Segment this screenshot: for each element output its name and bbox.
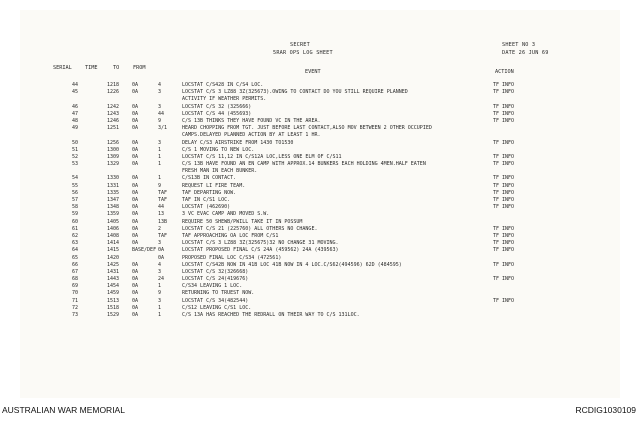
col-header-action: ACTION bbox=[495, 69, 514, 75]
time-cell: 1330 bbox=[107, 175, 120, 182]
action-cell: TF INFO bbox=[493, 153, 515, 160]
serial-cell: 65 bbox=[72, 254, 79, 261]
from-cell: 1 bbox=[158, 146, 162, 153]
time-cell: 1331 bbox=[107, 182, 120, 189]
to-cell: 0A bbox=[132, 211, 139, 218]
serial-cell: 44 bbox=[72, 82, 79, 88]
log-row bbox=[72, 269, 612, 276]
action-cell: TF INFO bbox=[493, 232, 515, 239]
to-cell: 0A bbox=[132, 290, 139, 297]
to-cell: 0A bbox=[132, 240, 139, 247]
serial-cell: 61 bbox=[72, 225, 79, 232]
from-cell: 3 bbox=[158, 139, 162, 146]
to-cell: 0A bbox=[132, 283, 139, 290]
event-cell: LOCSTAT C/S 24(419676) bbox=[182, 276, 249, 283]
to-cell: 0A bbox=[132, 276, 139, 283]
action-cell: TF INFO bbox=[493, 117, 515, 124]
serial-cell: 66 bbox=[72, 261, 79, 268]
from-cell: 13B bbox=[158, 218, 168, 225]
event-cell: CAMPS.DELAYED PLANNED ACTION BY AT LEAST 1 HR. bbox=[182, 132, 321, 139]
serial-cell: 72 bbox=[72, 304, 79, 311]
from-cell: 0A bbox=[158, 247, 165, 254]
time-cell: 1256 bbox=[107, 139, 120, 146]
from-cell: 3 bbox=[158, 240, 162, 247]
to-cell: 0A bbox=[132, 297, 139, 304]
to-cell: 0A bbox=[132, 312, 139, 318]
from-cell: 24 bbox=[158, 276, 165, 283]
from-cell: 1 bbox=[158, 283, 162, 290]
event-cell: TAF DEPARTING NOW. bbox=[182, 189, 237, 196]
action-cell: TF INFO bbox=[493, 175, 515, 182]
event-cell: LOCSTAT PROPOSED FINAL C/S 24A (459562) 24A (439563) bbox=[182, 247, 339, 254]
from-cell: 9 bbox=[158, 182, 162, 189]
from-cell: 3 bbox=[158, 268, 162, 275]
event-cell: 3 VC EVAC CAMP AND MOVED S.W. bbox=[182, 211, 270, 218]
action-cell: TF INFO bbox=[493, 297, 515, 304]
from-cell: 2 bbox=[158, 225, 162, 232]
event-cell: LOCSTAT C/S 21 (225760) ALL OTHERS NO CHANGE. bbox=[182, 225, 318, 232]
time-cell: 1415 bbox=[107, 247, 120, 254]
log-entries bbox=[72, 82, 612, 319]
action-cell: TF INFO bbox=[493, 161, 515, 168]
footer-reference: RCDIG1030109 bbox=[575, 405, 636, 415]
event-cell: C/S 13A HAS REACHED THE REDRALL ON THEIR WAY TO C/S 131LOC. bbox=[182, 312, 360, 318]
to-cell: 0A bbox=[132, 268, 139, 275]
log-row bbox=[72, 190, 612, 197]
event-cell: FRESH MAN IN EACH BUNKER. bbox=[182, 168, 258, 175]
classification-label: SECRET bbox=[290, 42, 310, 48]
event-cell: LOCSTAT C/S 32(326668) bbox=[182, 268, 249, 275]
time-cell: 1348 bbox=[107, 204, 120, 211]
to-cell: 0A bbox=[132, 225, 139, 232]
col-header-to: TO bbox=[113, 65, 120, 71]
serial-cell: 60 bbox=[72, 218, 79, 225]
from-cell: 9 bbox=[158, 290, 162, 297]
time-cell: 1359 bbox=[107, 211, 120, 218]
to-cell: BASE/DEF bbox=[132, 247, 157, 254]
action-cell: TF INFO bbox=[493, 89, 515, 96]
event-cell: PROPOSED FINAL LOC C/S34 (472561) bbox=[182, 254, 282, 261]
time-cell: 1406 bbox=[107, 225, 120, 232]
to-cell: 0A bbox=[132, 125, 139, 132]
time-cell: 1425 bbox=[107, 261, 120, 268]
action-cell: TF INFO bbox=[493, 103, 515, 110]
time-cell: 1443 bbox=[107, 276, 120, 283]
to-cell: 0A bbox=[132, 189, 139, 196]
action-cell: TF INFO bbox=[493, 197, 515, 203]
col-header-from: FROM bbox=[133, 65, 146, 71]
log-row bbox=[72, 183, 612, 190]
event-cell: LOCSTAT C/S 11,12 IN C/S12A LOC,LESS ONE ELM OF C/S11 bbox=[182, 153, 342, 160]
event-cell: C/S 13B HAVE FOUND AN EN CAMP WITH APPROX.14 BUNKERS EACH HOLDING 4MEN.HALF EATEN bbox=[182, 161, 426, 168]
serial-cell: 45 bbox=[72, 89, 79, 96]
to-cell: 0A bbox=[132, 153, 139, 160]
time-cell: 1242 bbox=[107, 103, 120, 110]
serial-cell: 53 bbox=[72, 161, 79, 168]
log-row bbox=[72, 175, 612, 182]
from-cell: 1 bbox=[158, 153, 162, 160]
log-row bbox=[72, 262, 612, 269]
event-cell: REQUEST LI FIRE TEAM. bbox=[182, 182, 246, 189]
action-cell: TF INFO bbox=[493, 204, 515, 211]
time-cell: 1454 bbox=[107, 283, 120, 290]
to-cell: 0A bbox=[132, 103, 139, 110]
log-row bbox=[72, 161, 612, 168]
time-cell: 1459 bbox=[107, 290, 120, 297]
log-row bbox=[72, 290, 612, 297]
serial-cell: 69 bbox=[72, 283, 79, 290]
time-cell: 1218 bbox=[107, 82, 120, 88]
time-cell: 1408 bbox=[107, 232, 120, 239]
event-cell: LOCSTAT C/S 32 (325666) bbox=[182, 103, 252, 110]
time-cell: 1226 bbox=[107, 89, 120, 96]
event-cell: RETURNING TO TRUEST NOW. bbox=[182, 290, 255, 297]
log-row bbox=[72, 305, 612, 312]
serial-cell: 49 bbox=[72, 125, 79, 132]
event-cell: LOCSTAT C/S 44 (455693) bbox=[182, 110, 252, 117]
log-row bbox=[72, 312, 612, 319]
to-cell: 0A bbox=[132, 197, 139, 203]
from-cell: 1 bbox=[158, 161, 162, 168]
serial-cell: 68 bbox=[72, 276, 79, 283]
serial-cell: 64 bbox=[72, 247, 79, 254]
to-cell: 0A bbox=[132, 218, 139, 225]
log-row bbox=[72, 132, 612, 139]
event-cell: LOCSTAT C/S42B NOW IN 41B LOC 41B NOW IN 4 LOC.C/S62(494596) 62D (484595) bbox=[182, 261, 402, 268]
event-cell: LOCSTAT C/S 3 LZ88 3Z(325675)32 NO CHANGE 31 MOVING. bbox=[182, 240, 339, 247]
action-cell: TF INFO bbox=[493, 240, 515, 247]
time-cell: 1405 bbox=[107, 218, 120, 225]
action-cell: TF INFO bbox=[493, 189, 515, 196]
log-row bbox=[72, 233, 612, 240]
col-header-event: EVENT bbox=[305, 69, 321, 75]
action-cell: TF INFO bbox=[493, 110, 515, 117]
log-row bbox=[72, 255, 612, 262]
log-row bbox=[72, 168, 612, 175]
serial-cell: 48 bbox=[72, 117, 79, 124]
event-cell: ACTIVITY IF WEATHER PERMITS. bbox=[182, 96, 267, 103]
to-cell: 0A bbox=[132, 261, 139, 268]
serial-cell: 62 bbox=[72, 232, 79, 239]
from-cell: 3 bbox=[158, 89, 162, 96]
event-cell: LOCSTAT (462690) bbox=[182, 204, 231, 211]
time-cell: 1246 bbox=[107, 117, 120, 124]
serial-cell: 58 bbox=[72, 204, 79, 211]
col-header-time: TIME bbox=[85, 65, 98, 71]
from-cell: 1 bbox=[158, 312, 162, 318]
to-cell: 0A bbox=[132, 82, 139, 88]
time-cell: 1420 bbox=[107, 254, 120, 261]
from-cell: TAF bbox=[158, 189, 168, 196]
from-cell: 9 bbox=[158, 117, 162, 124]
log-row bbox=[72, 197, 612, 204]
serial-cell: 73 bbox=[72, 312, 79, 318]
to-cell: 0A bbox=[132, 139, 139, 146]
from-cell: TAF bbox=[158, 232, 168, 239]
log-row bbox=[72, 125, 612, 132]
log-row bbox=[72, 283, 612, 290]
action-cell: TF INFO bbox=[493, 139, 515, 146]
action-cell: TF INFO bbox=[493, 182, 515, 189]
serial-cell: 52 bbox=[72, 153, 79, 160]
serial-cell: 47 bbox=[72, 110, 79, 117]
action-cell: TF INFO bbox=[493, 225, 515, 232]
log-row bbox=[72, 247, 612, 254]
log-sheet-page bbox=[20, 10, 620, 398]
serial-cell: 57 bbox=[72, 197, 79, 203]
log-row bbox=[72, 111, 612, 118]
col-header-serial: SERIAL bbox=[53, 65, 72, 71]
log-row bbox=[72, 104, 612, 111]
log-row bbox=[72, 276, 612, 283]
log-row bbox=[72, 211, 612, 218]
event-cell: TAF APPROACHING OA LOC FROM C/S1 bbox=[182, 232, 279, 239]
log-row bbox=[72, 82, 612, 89]
event-cell: LOCSTAT C/S 3 LZ88 3Z(325673).OWING TO CONTACT DO YOU STILL REQUIRE PLANNED bbox=[182, 89, 408, 96]
log-row bbox=[72, 204, 612, 211]
log-row bbox=[72, 219, 612, 226]
sheet-number: SHEET NO 3 bbox=[502, 42, 536, 48]
serial-cell: 54 bbox=[72, 175, 79, 182]
event-cell: LOCSTAT C/S 34(482544) bbox=[182, 297, 249, 304]
from-cell: TAF bbox=[158, 197, 168, 203]
event-cell: C/S 1 MOVING TO NEW LOC. bbox=[182, 146, 255, 153]
serial-cell: 71 bbox=[72, 297, 79, 304]
from-cell: 3/1 bbox=[158, 125, 168, 132]
to-cell: 0A bbox=[132, 117, 139, 124]
to-cell: 0A bbox=[132, 146, 139, 153]
action-cell: TF INFO bbox=[493, 247, 515, 254]
event-cell: C/S13B IN CONTACT. bbox=[182, 175, 237, 182]
time-cell: 1513 bbox=[107, 297, 120, 304]
time-cell: 1243 bbox=[107, 110, 120, 117]
from-cell: 3 bbox=[158, 103, 162, 110]
time-cell: 1251 bbox=[107, 125, 120, 132]
log-row bbox=[72, 147, 612, 154]
from-cell: 44 bbox=[158, 204, 165, 211]
serial-cell: 51 bbox=[72, 146, 79, 153]
time-cell: 1300 bbox=[107, 146, 120, 153]
time-cell: 1518 bbox=[107, 304, 120, 311]
time-cell: 1335 bbox=[107, 189, 120, 196]
event-cell: DELAY C/S3 AIRSTRIKE FROM 1430 TO1530 bbox=[182, 139, 294, 146]
log-row bbox=[72, 226, 612, 233]
time-cell: 1329 bbox=[107, 161, 120, 168]
to-cell: 0A bbox=[132, 304, 139, 311]
time-cell: 1347 bbox=[107, 197, 120, 203]
to-cell: 0A bbox=[132, 161, 139, 168]
to-cell: 0A bbox=[132, 89, 139, 96]
from-cell: 13 bbox=[158, 211, 165, 218]
event-cell: REQUIRE 50 SHEWB/PWILL TAKE IT IN POSSUM bbox=[182, 218, 303, 225]
to-cell: 0A bbox=[132, 204, 139, 211]
log-row bbox=[72, 89, 612, 96]
serial-cell: 59 bbox=[72, 211, 79, 218]
serial-cell: 46 bbox=[72, 103, 79, 110]
from-cell: 3 bbox=[158, 297, 162, 304]
action-cell: TF INFO bbox=[493, 261, 515, 268]
event-cell: HEARD CHOPPING FROM TGT. JUST BEFORE LAST CONTACT,ALSO MOV BETWEEN 2 OTHER OCCUPIED bbox=[182, 125, 432, 132]
log-row bbox=[72, 140, 612, 147]
from-cell: 1 bbox=[158, 175, 162, 182]
time-cell: 1414 bbox=[107, 240, 120, 247]
to-cell: 0A bbox=[132, 110, 139, 117]
log-row bbox=[72, 118, 612, 125]
log-row bbox=[72, 298, 612, 305]
from-cell: 4 bbox=[158, 261, 162, 268]
time-cell: 1309 bbox=[107, 153, 120, 160]
time-cell: 1431 bbox=[107, 268, 120, 275]
to-cell: 0A bbox=[132, 175, 139, 182]
log-row bbox=[72, 96, 612, 103]
to-cell: 0A bbox=[132, 182, 139, 189]
time-cell: 1529 bbox=[107, 312, 120, 318]
log-row bbox=[72, 154, 612, 161]
from-cell: 0A bbox=[158, 254, 165, 261]
event-cell: LOCSTAT C/S428 IN C/S4 LOC. bbox=[182, 82, 264, 88]
serial-cell: 70 bbox=[72, 290, 79, 297]
event-cell: C/S12 LEAVING C/S1 LOC. bbox=[182, 304, 252, 311]
serial-cell: 55 bbox=[72, 182, 79, 189]
event-cell: TAF IN C/S1 LOC. bbox=[182, 197, 231, 203]
action-cell: TF INFO bbox=[493, 276, 515, 283]
footer-source: AUSTRALIAN WAR MEMORIAL bbox=[2, 405, 125, 415]
from-cell: 1 bbox=[158, 304, 162, 311]
log-row bbox=[72, 240, 612, 247]
from-cell: 44 bbox=[158, 110, 165, 117]
sheet-title: 5RAR OPS LOG SHEET bbox=[273, 50, 333, 56]
from-cell: 4 bbox=[158, 82, 162, 88]
to-cell: 0A bbox=[132, 232, 139, 239]
serial-cell: 67 bbox=[72, 268, 79, 275]
event-cell: C/S34 LEAVING 1 LOC. bbox=[182, 283, 243, 290]
serial-cell: 50 bbox=[72, 139, 79, 146]
action-cell: TF INFO bbox=[493, 82, 515, 88]
sheet-date: DATE 26 JUN 69 bbox=[502, 50, 549, 56]
serial-cell: 56 bbox=[72, 189, 79, 196]
serial-cell: 63 bbox=[72, 240, 79, 247]
event-cell: C/S 13B THINKS THEY HAVE FOUND VC IN THE AREA. bbox=[182, 117, 321, 124]
